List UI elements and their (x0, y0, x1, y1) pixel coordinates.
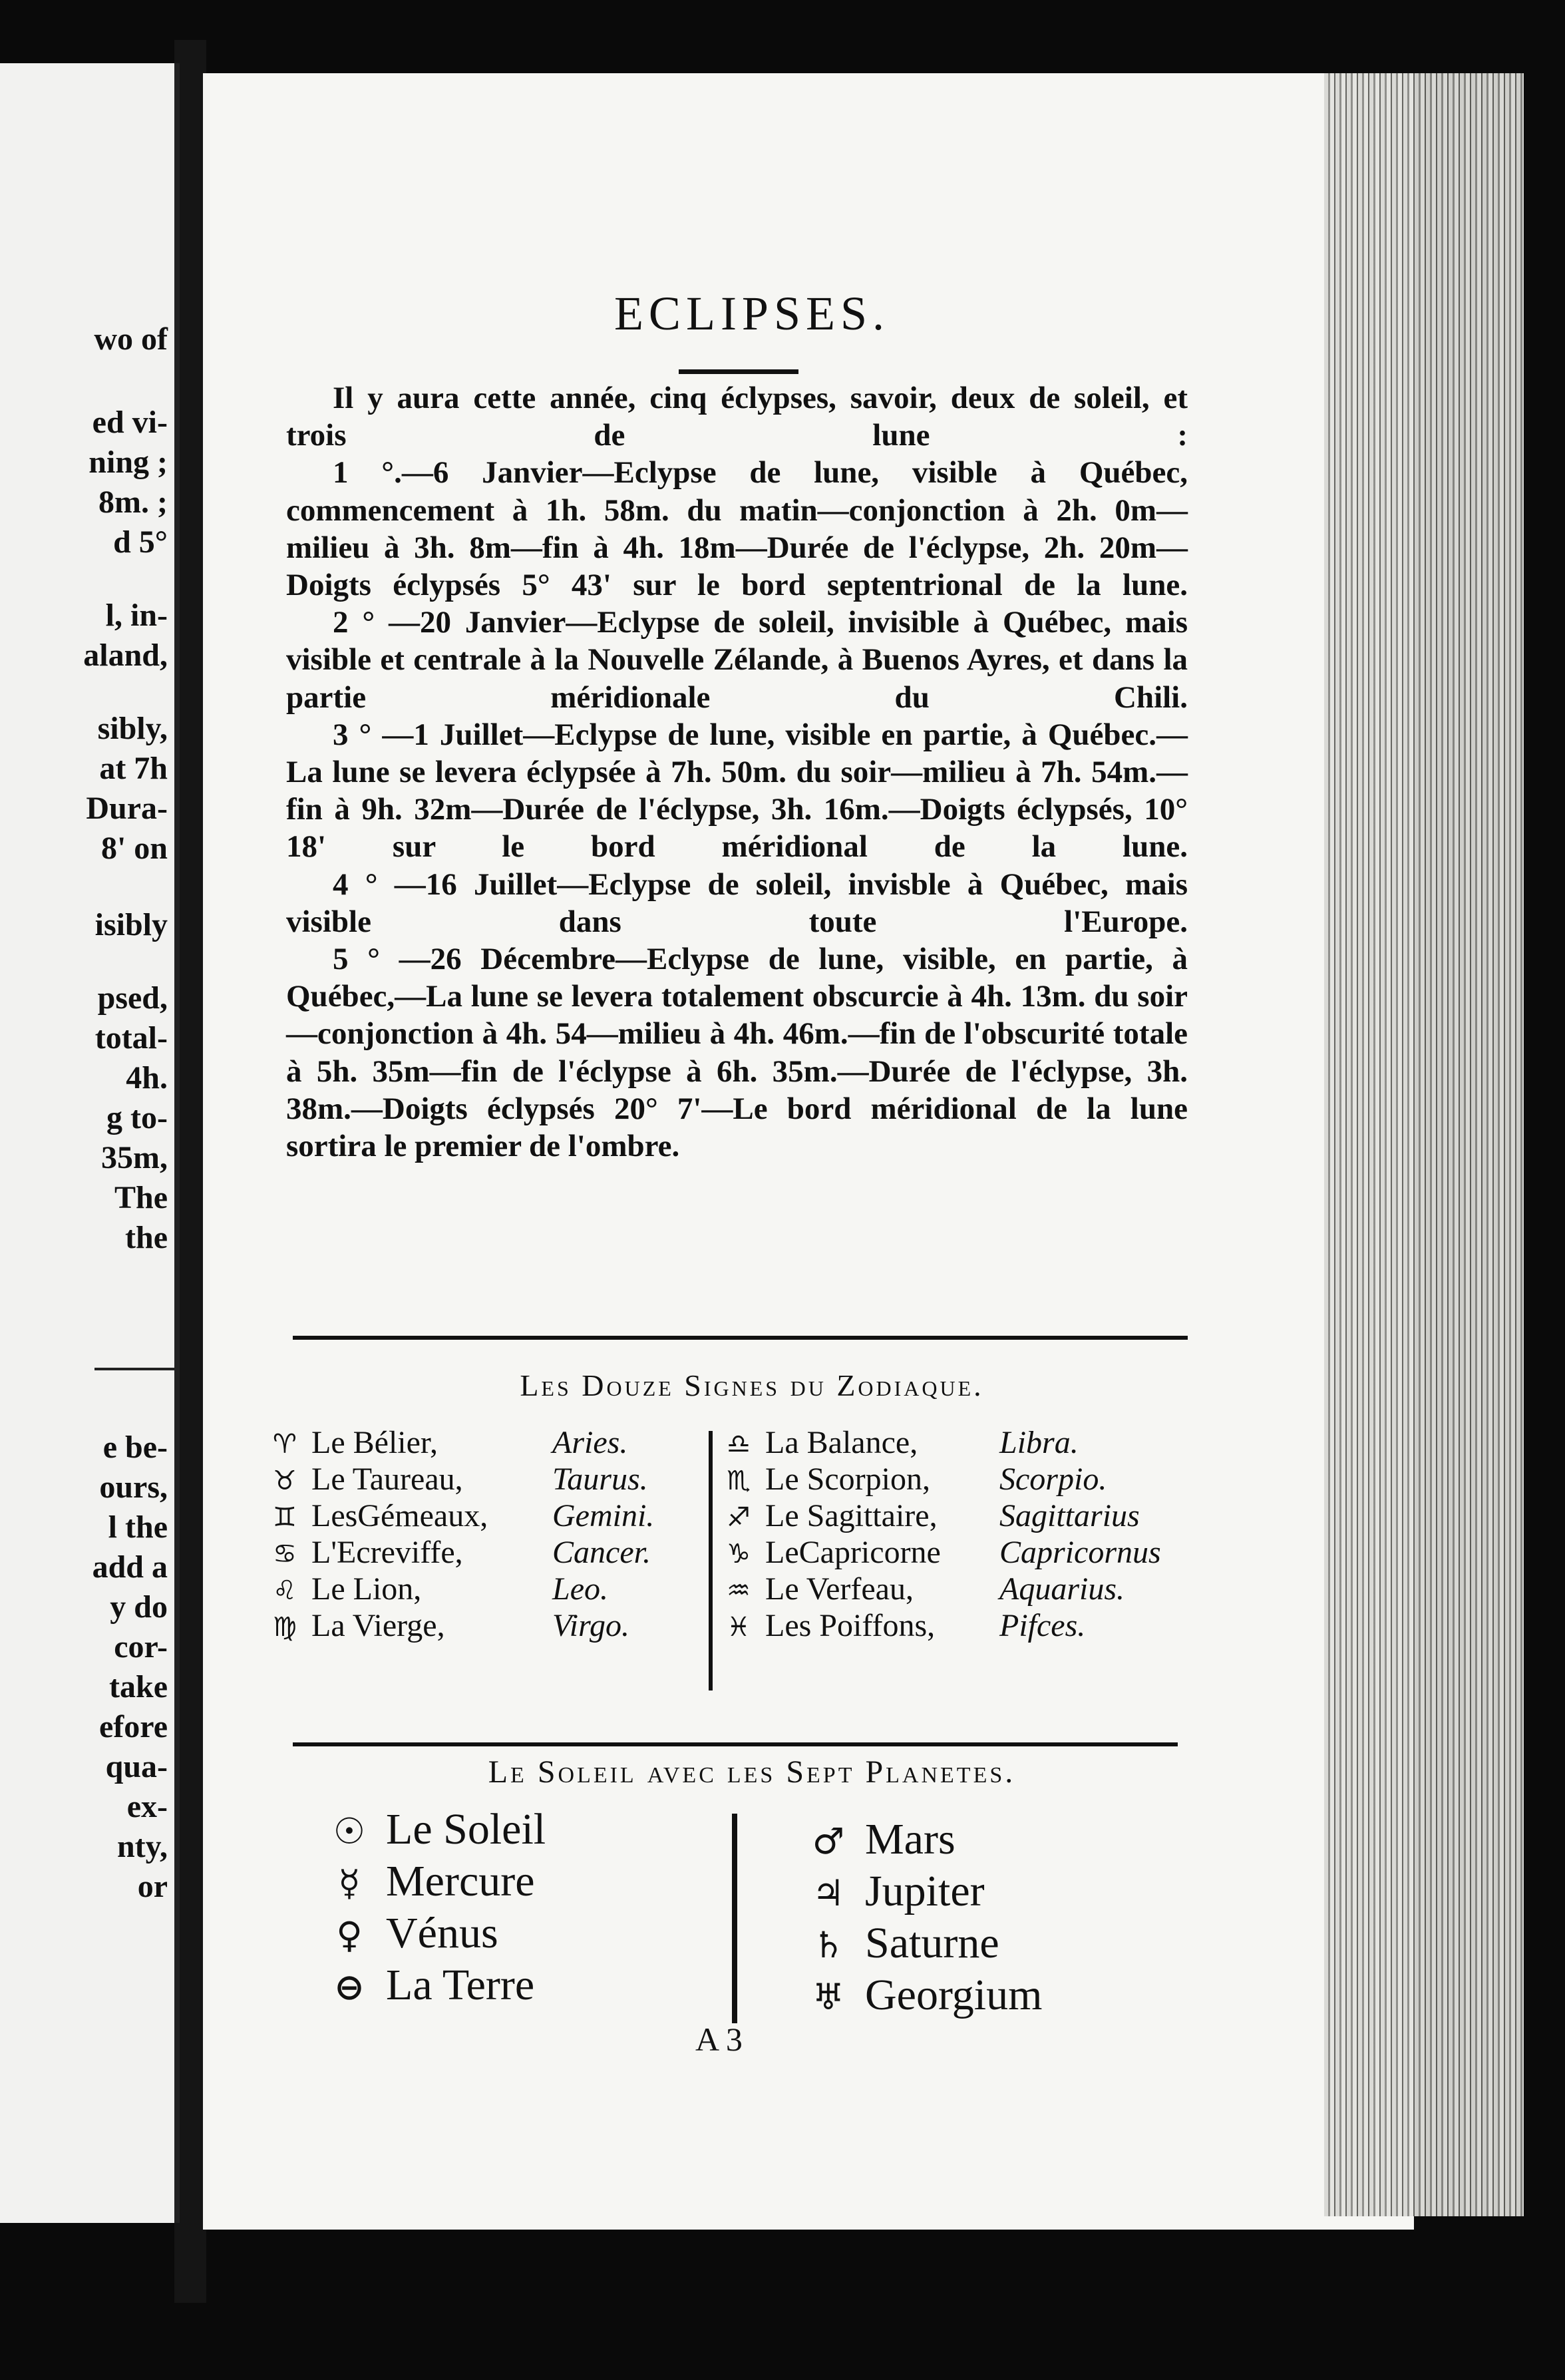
zodiac-latin-name: Scorpio. (999, 1462, 1107, 1497)
previous-page-text-fragment: The (114, 1180, 168, 1215)
zodiac-latin-name: Libra. (999, 1425, 1079, 1460)
planet-name: La Terre (386, 1961, 535, 2009)
zodiac-french-name: Le Sagittaire, (765, 1498, 938, 1533)
zodiac-symbol-icon: ♊ (273, 1502, 297, 1533)
zodiac-french-name: Le Taureau, (311, 1462, 463, 1497)
eclipses-text (286, 379, 1188, 1165)
previous-page-text-fragment: 8m. ; (98, 485, 168, 520)
zodiac-column-divider (709, 1431, 713, 1690)
zodiac-sign-row (273, 1534, 699, 1571)
zodiac-french-name: Les Poiffons, (765, 1608, 936, 1643)
planet-row (313, 1907, 546, 1959)
zodiac-latin-name: Pifces. (999, 1608, 1086, 1643)
previous-page-text-fragment: at 7h (99, 751, 168, 786)
zodiac-latin-name: Taurus. (552, 1462, 648, 1497)
previous-page-text-fragment: isibly (94, 907, 168, 942)
zodiac-sign-row (727, 1534, 1206, 1571)
planet-name: Jupiter (865, 1867, 985, 1915)
planet-name: Vénus (386, 1909, 498, 1957)
previous-page-text-fragment: add a (92, 1549, 168, 1585)
zodiac-french-name: LesGémeaux, (311, 1498, 488, 1533)
zodiac-sign-row (727, 1607, 1206, 1644)
planet-name: Mars (865, 1815, 956, 1864)
planet-name: Mercure (386, 1857, 535, 1905)
previous-page-text-fragment: psed, (97, 980, 168, 1016)
planets-left-column (313, 1804, 546, 2011)
zodiac-sign-row (273, 1497, 699, 1534)
zodiac-french-name: L'Ecreviffe, (311, 1535, 463, 1570)
previous-page-text-fragment: qua- (105, 1749, 168, 1784)
zodiac-latin-name: Aquarius. (999, 1571, 1125, 1607)
page-edges (1324, 73, 1524, 2216)
planet-row (313, 1959, 546, 2011)
zodiac-sign-row (273, 1571, 699, 1607)
zodiac-french-name: Le Scorpion, (765, 1462, 930, 1497)
planet-symbol-icon: ♅ (812, 1976, 845, 2018)
previous-page-text-fragment: total- (94, 1020, 168, 1056)
planet-name: Saturne (865, 1919, 999, 1967)
paragraph-eclipse-1: 1 °.—6 Janvier—Eclypse de lune, visible à Québec, commencement à 1h. 58m. du matin—conjonction à 2h. 0m—milieu à 3h. 8m—fin à 4h. 18m—Durée de l'éclypse, 2h. 20m—Doigts éclypsés 5° 43' sur le bord septentrional de la lune. (286, 455, 1188, 603)
zodiac-latin-name: Gemini. (552, 1498, 655, 1533)
planets-heading: Le Soleil avec les Sept Planetes. (488, 1754, 1016, 1790)
planet-symbol-icon: ♀ (336, 1914, 363, 1956)
zodiac-latin-name: Cancer. (552, 1535, 651, 1570)
paragraph-intro: Il y aura cette année, cinq éclypses, savoir, deux de soleil, et trois de lune : (286, 381, 1188, 453)
zodiac-sign-row (273, 1607, 699, 1644)
previous-page-text-fragment: ex- (126, 1789, 168, 1824)
previous-page-text-fragment: ning ; (88, 445, 168, 480)
zodiac-symbol-icon: ♏ (727, 1466, 751, 1496)
previous-page-text-fragment: sibly, (97, 711, 168, 746)
previous-page-text-fragment: 35m, (101, 1140, 168, 1175)
previous-page-text-fragment: the (125, 1220, 168, 1255)
zodiac-sign-row (727, 1497, 1206, 1534)
zodiac-sign-row (273, 1424, 699, 1461)
planet-row (313, 1856, 546, 1907)
planet-row (792, 1917, 1042, 1969)
page-title: ECLIPSES. (613, 287, 890, 340)
zodiac-sign-row (727, 1461, 1206, 1497)
planet-row (792, 1969, 1042, 2021)
zodiac-symbol-icon: ♈ (273, 1429, 297, 1460)
planets-column-divider (732, 1814, 737, 2023)
zodiac-sign-row (727, 1424, 1206, 1461)
zodiac-french-name: Le Lion, (311, 1571, 422, 1607)
previous-page-text-fragment: or (137, 1869, 168, 1904)
zodiac-french-name: La Balance, (765, 1425, 918, 1460)
zodiac-symbol-icon: ♑ (727, 1539, 751, 1569)
paragraph-eclipse-2: 2 ° —20 Janvier—Eclypse de soleil, invisible à Québec, mais visible et centrale à la Nouvelle Zélande, à Buenos Ayres, et dans la partie méridionale du Chili. (286, 605, 1188, 715)
paragraph-eclipse-5: 5 ° —26 Décembre—Eclypse de lune, visible, en partie, à Québec,—La lune se levera totalement obscurcie à 4h. 13m. du soir—conjonction à 4h. 54—milieu à 4h. 46m.—fin de l'obscurité totale à 5h. 35m—fin de l'éclypse à 6h. 35m.—Durée de l'éclypse, 3h. 38m.—Doigts éclypsés 20° 7'—Le bord méridional de la lune sortira le premier de l'ombre. (286, 942, 1188, 1164)
zodiac-symbol-icon: ♍ (273, 1612, 297, 1643)
zodiac-french-name: La Vierge, (311, 1608, 445, 1643)
zodiac-french-name: Le Bélier, (311, 1425, 438, 1460)
previous-page-text-fragment: d 5° (113, 524, 168, 560)
zodiac-symbol-icon: ♓ (727, 1612, 751, 1643)
planet-symbol-icon: ☉ (333, 1810, 366, 1852)
zodiac-symbol-icon: ♐ (727, 1502, 751, 1533)
previous-page-text-fragment: take (109, 1669, 168, 1704)
previous-page-text-fragment: 4h. (126, 1060, 168, 1095)
previous-page-text-fragment: l, in- (105, 598, 168, 633)
zodiac-latin-name: Sagittarius (999, 1498, 1140, 1533)
zodiac-sign-row (727, 1571, 1206, 1607)
previous-page-text-fragment: e be- (102, 1430, 168, 1465)
zodiac-symbol-icon: ♒ (727, 1575, 751, 1606)
planet-symbol-icon: ⊖ (334, 1966, 365, 2008)
paragraph-eclipse-3: 3 ° —1 Juillet—Eclypse de lune, visible en partie, à Québec.—La lune se levera éclypsée à 7h. 50m. du soir—milieu à 7h. 54m.—fin à 9h. 32m—Durée de l'éclypse, 3h. 16m.—Doigts éclypsés, 10° 18' sur le bord méridional de la lune. (286, 717, 1188, 865)
planet-symbol-icon: ♄ (812, 1924, 845, 1966)
previous-page (0, 63, 180, 2223)
zodiac-french-name: Le Verfeau, (765, 1571, 914, 1607)
paragraph-eclipse-4: 4 ° —16 Juillet—Eclypse de soleil, invisble à Québec, mais visible dans toute l'Europe. (286, 867, 1188, 939)
previous-page-text-fragment: ours, (99, 1470, 168, 1505)
planet-row (313, 1804, 546, 1856)
zodiac-latin-name: Virgo. (552, 1608, 629, 1643)
zodiac-latin-name: Capricornus (999, 1535, 1161, 1570)
previous-page-text-fragment: efore (98, 1709, 168, 1744)
previous-page-text-fragment: aland, (83, 638, 168, 673)
previous-page-text-fragment: ed vi- (92, 405, 168, 440)
divider-rule-2 (293, 1742, 1178, 1746)
zodiac-symbol-icon: ♌ (273, 1575, 297, 1606)
title-rule (679, 369, 798, 374)
zodiac-french-name: LeCapricorne (765, 1535, 941, 1570)
planet-symbol-icon: ♃ (812, 1872, 845, 1914)
planets-right-column (792, 1814, 1042, 2021)
previous-page-text-fragment: l the (108, 1509, 168, 1545)
planet-row (792, 1814, 1042, 1866)
planet-row (792, 1866, 1042, 1917)
zodiac-sign-row (273, 1461, 699, 1497)
zodiac-symbol-icon: ♋ (273, 1539, 297, 1569)
zodiac-latin-name: Aries. (552, 1425, 628, 1460)
planet-name: Georgium (865, 1971, 1043, 2019)
zodiac-symbol-icon: ♎ (727, 1429, 751, 1460)
divider-rule (293, 1336, 1188, 1340)
planet-symbol-icon: ☿ (338, 1862, 361, 1904)
previous-page-text-fragment: cor- (114, 1629, 168, 1665)
previous-page-text-fragment: nty, (116, 1829, 168, 1864)
zodiac-left-column (273, 1424, 699, 1644)
zodiac-heading: Les Douze Signes du Zodiaque. (520, 1368, 984, 1402)
zodiac-symbol-icon: ♉ (273, 1466, 297, 1496)
previous-page-text-fragment: y do (110, 1589, 168, 1625)
page-signature: A 3 (695, 2021, 743, 2058)
planet-symbol-icon: ♂ (812, 1820, 845, 1862)
previous-page-text-fragment: wo of (94, 321, 168, 357)
planet-name: Le Soleil (386, 1805, 546, 1854)
previous-page-text-fragment: g to- (106, 1100, 168, 1135)
zodiac-right-column (727, 1424, 1206, 1644)
previous-page-text-fragment: 8' on (100, 831, 168, 866)
previous-page-text-fragment: Dura- (86, 791, 168, 826)
zodiac-latin-name: Leo. (552, 1571, 608, 1607)
